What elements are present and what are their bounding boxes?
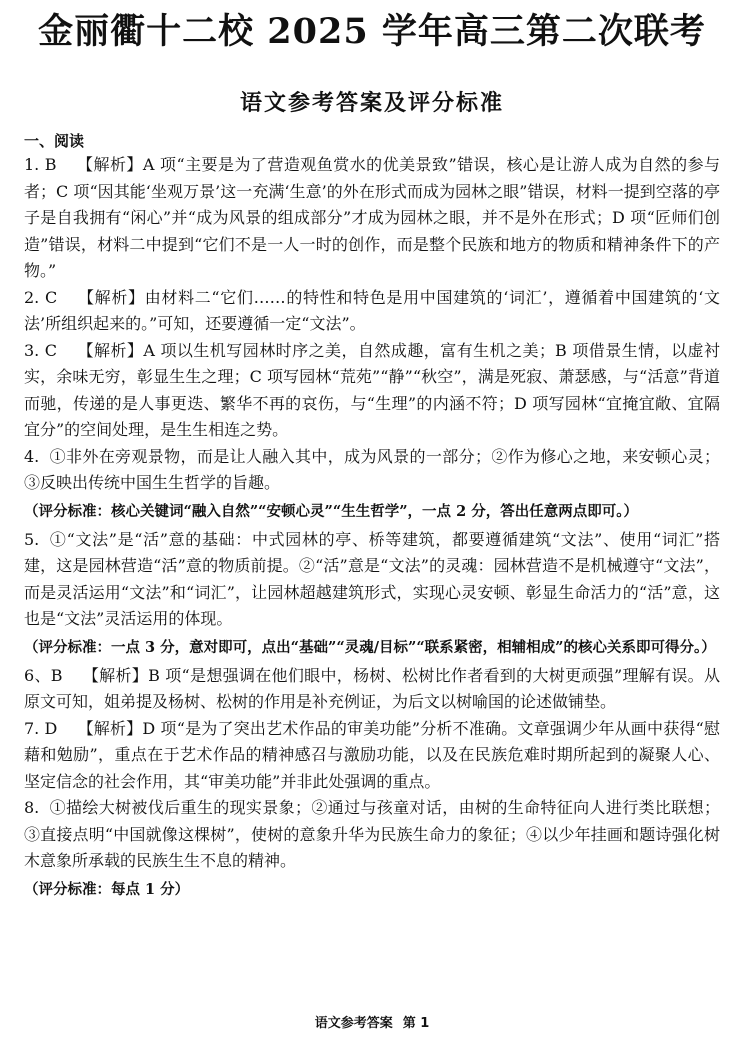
- answer-text: A 项“主要是为了营造观鱼赏水的优美景致”错误，核心是让游人成为自然的参与者；C 项“因其能‘坐观万景’这一充满‘生意’的外在形式而成为园林之眼”错误，材料一提到空落的亭子是自我拥有“闲心”并“成为风景的组成部分”才成为园林之眼，并不是外在形式；D 项“匠师们创造”错误，材料二中提到“它们不是一人一时的创作，而是整个民族和地方的物质和精神条件下的产物。”: [24, 155, 720, 280]
- scoring-note: （评分标准：每点 1 分）: [24, 880, 190, 898]
- document-subtitle: 语文参考答案及评分标准: [239, 90, 504, 116]
- answer-text: ①描绘大树被伐后重生的现实景象；②通过与孩童对话，由树的生命特征向人进行类比联想；③直接点明“中国就像这棵树”，使树的意象升华为民族生命力的象征；④以少年挂画和题诗强化树木意象所承载的民族生生不息的精神。: [24, 798, 720, 870]
- answer-number: 1. B: [24, 155, 57, 174]
- answer-text: ①“文法”是“活”意的基础：中式园林的亭、桥等建筑，都要遵循建筑“文法”、使用“词汇”搭建，这是园林营造“活”意的物质前提。②“活”意是“文法”的灵魂：园林营造不是机械遵守“文法”，而是灵活运用“文法”和“词汇”，让园林超越建筑形式，实现心灵安顿、彰显生命活力的“活”意，这也是“文法”灵活运用的体现。: [24, 529, 720, 628]
- answer-text: 由材料二“它们……的特性和特色是用中国建筑的‘词汇’，遵循着中国建筑的‘文法’所组织起来的。”可知，还要遵循一定“文法”。: [24, 287, 720, 333]
- answer-number: 6、B: [24, 665, 63, 685]
- answer-number: 8.: [24, 798, 40, 817]
- scoring-note: （评分标准：一点 3 分，意对即可，点出“基础”“灵魂/目标”“联系紧密，相辅相成”的核心关系即可得分。）: [24, 638, 716, 656]
- answer-item: [24, 716, 720, 796]
- analysis-tag: 【解析】: [77, 718, 143, 738]
- answer-number: 4.: [24, 446, 40, 466]
- answer-number: 2. C: [24, 287, 58, 307]
- answer-item: [24, 663, 720, 716]
- answer-number: 3. C: [24, 340, 58, 360]
- answer-item: [24, 338, 720, 444]
- answer-content: [24, 152, 720, 905]
- answer-item: [24, 444, 720, 497]
- answer-item: [24, 795, 720, 875]
- analysis-tag: 【解析】: [77, 340, 144, 360]
- answer-number: 7. D: [24, 718, 58, 738]
- page-number: 第 1: [402, 1016, 430, 1031]
- answer-text: A 项以生机写园林时序之美，自然成趣，富有生机之美；B 项借景生情，以虚衬实，余味无穷，彰显生生之理；C 项写园林“荒苑”“静”“秋空”，满是死寂、萧瑟感，与“活意”背道而驰，传递的是人事更迭、繁华不再的哀伤，与“生理”的内涵不符；D 项写园林“宜掩宜敞、宜隔宜分”的空间处理，是生生相连之势。: [24, 340, 720, 439]
- analysis-tag: 【解析】: [77, 287, 145, 307]
- answer-item: [24, 152, 720, 285]
- footer-label: 语文参考答案: [314, 1016, 393, 1031]
- analysis-tag: 【解析】: [76, 155, 143, 174]
- analysis-tag: 【解析】: [82, 665, 149, 685]
- section-heading: 一、阅读: [24, 132, 85, 150]
- page-footer: [0, 1012, 744, 1031]
- answer-text: B 项“是想强调在他们眼中，杨树、松树比作者看到的大树更顽强”理解有误。从原文可知，姐弟提及杨树、松树的作用是补充例证，为后文以树喻国的论述做铺垫。: [24, 665, 720, 711]
- exam-title: 金丽衢十二校 2025 学年高三第二次联考: [38, 11, 706, 52]
- answer-text: D 项“是为了突出艺术作品的审美功能”分析不准确。文章强调少年从画中获得“慰藉和勉励”，重点在于艺术作品的精神感召与激励功能，以及在民族危难时期所起到的凝聚人心、坚定信念的社会作用，其“审美功能”并非此处强调的重点。: [24, 718, 720, 791]
- answer-item: [24, 285, 720, 338]
- scoring-note: （评分标准：核心关键词“融入自然”“安顿心灵”“生生哲学”，一点 2 分，答出任意两点即可。）: [24, 502, 638, 520]
- answer-number: 5.: [24, 529, 40, 549]
- answer-item: [24, 527, 720, 633]
- answer-text: ①非外在旁观景物，而是让人融入其中，成为风景的一部分；②作为修心之地，来安顿心灵；③反映出传统中国生生哲学的旨趣。: [24, 446, 720, 492]
